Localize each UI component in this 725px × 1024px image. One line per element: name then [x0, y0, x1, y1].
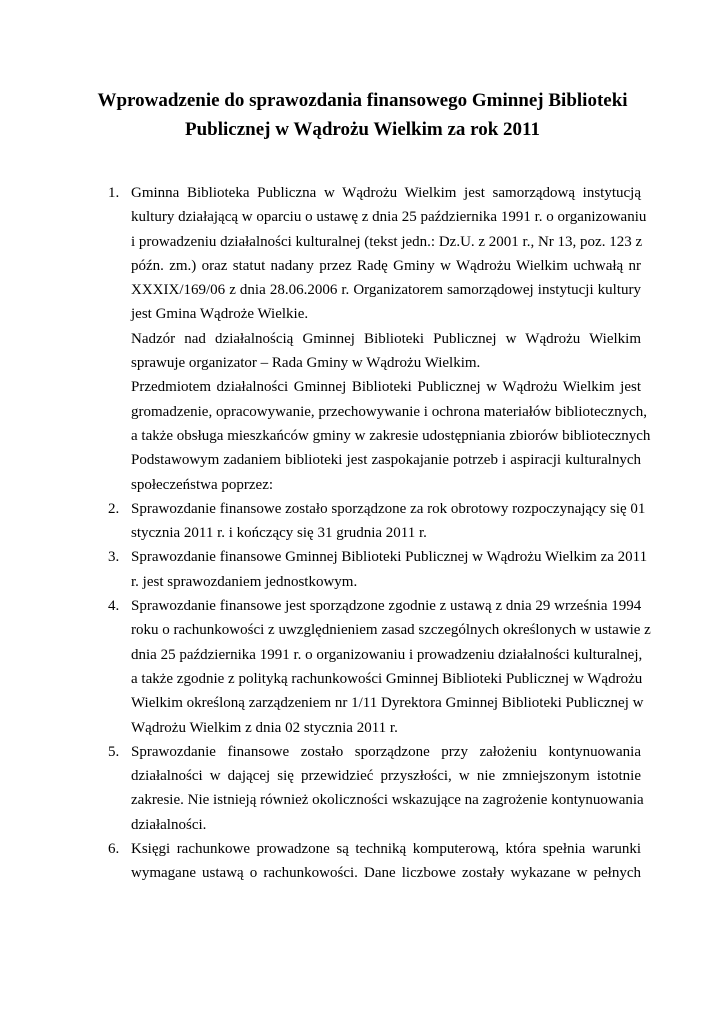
paragraph-line: roku o rachunkowości z uwzględnieniem zasad szczególnych określonych w ustawie z — [131, 622, 651, 639]
list-item-number: 4. — [108, 598, 120, 615]
paragraph-line: Sprawozdanie finansowe jest sporządzone zgodnie z ustawą z dnia 29 września 1994 — [131, 598, 642, 615]
paragraph-line: Podstawowym zadaniem biblioteki jest zaspokajanie potrzeb i aspiracji kulturalnych — [131, 452, 641, 469]
title-line-2: Publicznej w Wądrożu Wielkim za rok 2011 — [184, 119, 541, 140]
title-line-1: Wprowadzenie do sprawozdania finansowego Gminnej Biblioteki — [97, 90, 628, 111]
list-item — [101, 837, 641, 886]
paragraph-line: gromadzenie, opracowywanie, przechowywanie i ochrona materiałów bibliotecznych, — [131, 403, 648, 420]
list-item-text — [131, 837, 641, 886]
paragraph-line: Księgi rachunkowe prowadzone są techniką komputerową, która spełnia warunki — [131, 841, 641, 858]
paragraph-line: Sprawozdanie finansowe Gminnej Biblioteki Publicznej w Wądrożu Wielkim za 2011 — [131, 549, 648, 566]
paragraph-line: Nadzór nad działalnością Gminnej Biblioteki Publicznej w Wądrożu Wielkim — [131, 330, 641, 347]
paragraph-line: XXXIX/169/06 z dnia 28.06.2006 r. Organizatorem samorządowej instytucji kultury — [131, 282, 641, 299]
paragraph-line: Sprawozdanie finansowe zostało sporządzone za rok obrotowy rozpoczynający się 01 — [131, 500, 646, 517]
numbered-list — [101, 181, 651, 886]
paragraph-line: dnia 25 października 1991 r. o organizowaniu i prowadzeniu działalności kulturalnej, — [131, 646, 643, 663]
document-title — [70, 86, 655, 144]
paragraph-line: Gminna Biblioteka Publiczna w Wądrożu Wielkim jest samorządową instytucją — [131, 185, 641, 201]
paragraph-line: r. jest sprawozdaniem jednostkowym. — [131, 573, 358, 590]
list-item — [101, 545, 648, 594]
list-item-number: 3. — [108, 549, 120, 566]
paragraph-line: późn. zm.) oraz statut nadany przez Radę Gminy w Wądrożu Wielkim uchwałą nr — [131, 257, 641, 274]
list-item-text — [131, 545, 648, 594]
paragraph-line: a także obsługa mieszkańców gminy w zakresie udostępniania zbiorów bibliotecznych — [131, 427, 651, 444]
list-item-text — [131, 594, 651, 740]
list-item — [101, 740, 644, 837]
list-item-number: 6. — [108, 841, 120, 858]
list-item — [101, 594, 651, 740]
list-item — [101, 181, 651, 497]
paragraph-line: Przedmiotem działalności Gminnej Biblioteki Publicznej w Wądrożu Wielkim jest — [131, 379, 641, 396]
list-item-number: 2. — [108, 500, 120, 517]
paragraph-line: sprawuje organizator – Rada Gminy w Wądrożu Wielkim. — [131, 355, 481, 372]
paragraph-line: jest Gmina Wądroże Wielkie. — [131, 306, 309, 323]
paragraph-line: społeczeństwa poprzez: — [131, 476, 274, 493]
paragraph-line: Wielkim określoną zarządzeniem nr 1/11 Dyrektora Gminnej Biblioteki Publicznej w — [131, 695, 644, 712]
paragraph-line: Wądrożu Wielkim z dnia 02 stycznia 2011 r. — [131, 719, 398, 736]
paragraph-line: działalności. — [131, 816, 207, 833]
list-item — [101, 497, 646, 546]
paragraph-line: i prowadzeniu działalności kulturalnej (tekst jedn.: Dz.U. z 2001 r., Nr 13, poz. 123 z — [131, 233, 643, 250]
paragraph-line: wymagane ustawą o rachunkowości. Dane liczbowe zostały wykazane w pełnych — [131, 865, 641, 882]
paragraph-line: działalności w dającej się przewidzieć przyszłości, w nie zmniejszonym istotnie — [131, 768, 641, 785]
paragraph-line: a także zgodnie z polityką rachunkowości Gminnej Biblioteki Publicznej w Wądrożu — [131, 670, 643, 687]
list-item-number: 5. — [108, 743, 120, 760]
list-item-text — [131, 740, 644, 837]
paragraph-line: zakresie. Nie istnieją również okoliczności wskazujące na zagrożenie kontynuowania — [131, 792, 644, 809]
paragraph-line: Sprawozdanie finansowe zostało sporządzone przy założeniu kontynuowania — [131, 743, 641, 760]
paragraph-line: stycznia 2011 r. i kończący się 31 grudnia 2011 r. — [131, 525, 427, 542]
list-item-text — [131, 181, 651, 497]
paragraph-line: kultury działającą w oparciu o ustawę z dnia 25 października 1991 r. o organizowaniu — [131, 209, 647, 226]
list-item-number: 1. — [108, 185, 120, 201]
list-item-text — [131, 497, 646, 546]
